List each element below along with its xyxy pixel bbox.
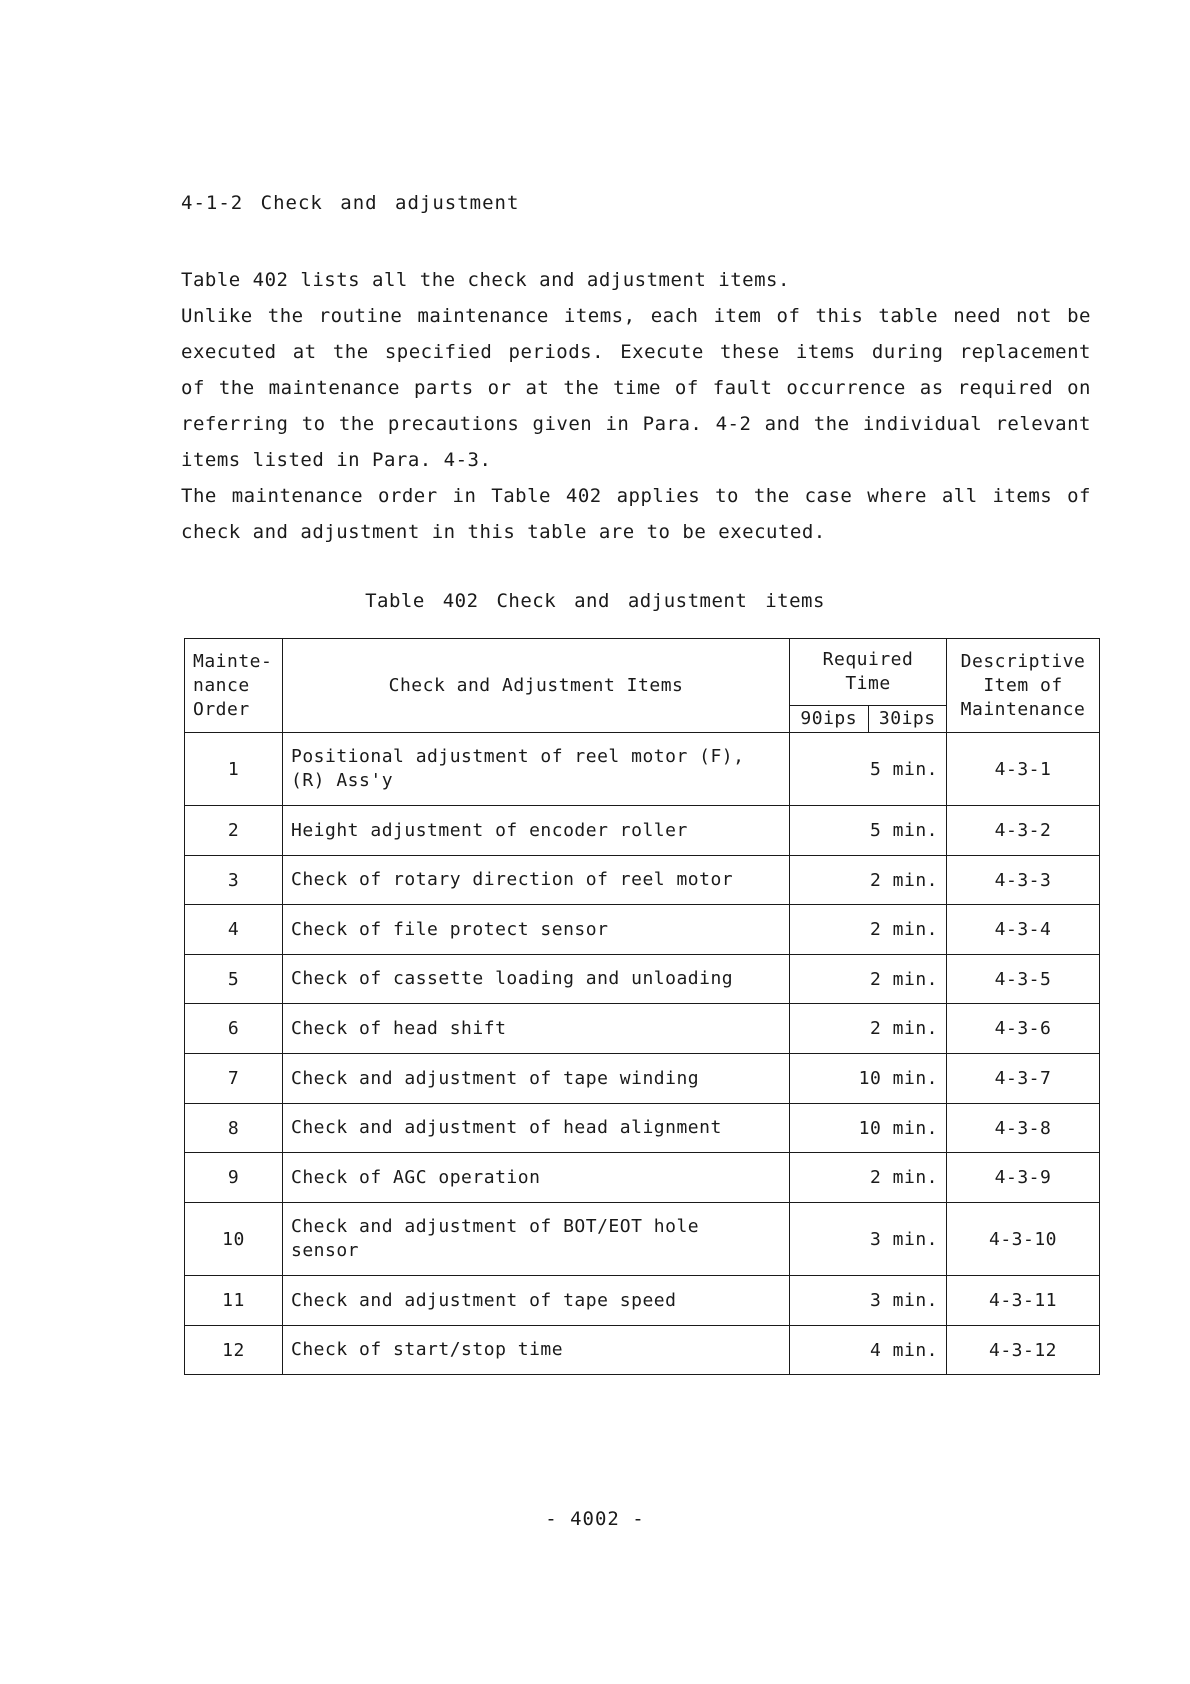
header-order-line: Mainte- [193,650,273,672]
header-desc-line: Item of [983,674,1063,696]
row-item-line: Check and adjustment of head alignment [291,1117,722,1138]
table-row [185,1326,1100,1375]
intro-line: executed at the specified periods. Execute these items during replacement [181,341,1091,363]
header-time-line: Required [822,649,914,671]
row-item [283,955,790,1004]
header-order-line: Order [193,698,250,720]
row-descriptive-item: 4-3-9 [947,1153,1100,1203]
row-item-line: Positional adjustment of reel motor (F), [291,746,745,767]
row-item-line: Check and adjustment of BOT/EOT hole [291,1216,700,1237]
row-item [283,1276,790,1326]
row-item [283,806,790,856]
row-item-line: Check of start/stop time [291,1339,564,1360]
header-desc [947,639,1100,733]
row-item-line: (R) Ass'y [291,770,394,791]
table-row [185,1054,1100,1104]
row-item [283,1104,790,1153]
row-required-time: 3 min. [790,1276,947,1326]
row-order: 10 [185,1203,283,1276]
row-order: 11 [185,1276,283,1326]
header-time-90ips: 90ips [790,706,869,733]
intro-line: of the maintenance parts or at the time of fault occurrence as required on [181,377,1091,399]
table-row [185,905,1100,955]
row-item-line: Check of AGC operation [291,1166,541,1188]
intro-line: referring to the precautions given in Para. 4-2 and the individual relevant [181,413,1091,435]
header-time-line: Time [845,673,891,695]
table-row [185,955,1100,1004]
row-required-time: 3 min. [790,1203,947,1276]
check-adjustment-table [184,638,1100,1375]
row-required-time: 2 min. [790,955,947,1004]
row-item [283,856,790,905]
intro-paragraph [181,262,1091,550]
row-order: 7 [185,1054,283,1104]
intro-line: items listed in Para. 4-3. [181,449,492,471]
row-descriptive-item: 4-3-5 [947,955,1100,1004]
row-item [283,733,790,806]
table-row [185,1276,1100,1326]
table-row [185,733,1100,806]
row-order: 2 [185,806,283,856]
row-item [283,905,790,955]
row-item [283,1004,790,1054]
row-item-line: sensor [291,1240,360,1261]
row-item-line: Check of cassette loading and unloading [291,968,734,989]
row-descriptive-item: 4-3-4 [947,905,1100,955]
intro-line: Table 402 lists all the check and adjustment items. [181,269,790,291]
header-desc-line: Descriptive [960,650,1086,672]
header-time-30ips: 30ips [868,706,947,733]
row-item [283,1203,790,1276]
row-descriptive-item: 4-3-2 [947,806,1100,856]
row-descriptive-item: 4-3-11 [947,1276,1100,1326]
table-row [185,1153,1100,1203]
row-required-time: 5 min. [790,733,947,806]
table-row [185,1104,1100,1153]
row-order: 5 [185,955,283,1004]
row-item [283,1054,790,1104]
row-order: 6 [185,1004,283,1054]
row-item-line: Check of head shift [291,1017,507,1039]
table-row [185,856,1100,905]
row-required-time: 10 min. [790,1104,947,1153]
table-body [185,733,1100,1375]
table-caption: Table 402 Check and adjustment items [365,590,825,612]
row-required-time: 10 min. [790,1054,947,1104]
row-item [283,1153,790,1203]
row-order: 9 [185,1153,283,1203]
row-order: 12 [185,1326,283,1375]
intro-line: check and adjustment in this table are to be executed. [181,521,826,543]
row-item-line: Height adjustment of encoder roller [291,819,688,841]
row-descriptive-item: 4-3-3 [947,856,1100,905]
header-item-label: Check and Adjustment Items [388,674,684,696]
intro-line: The maintenance order in Table 402 applies to the case where all items of [181,485,1091,507]
row-item-line: Check and adjustment of tape speed [291,1289,677,1311]
table-row [185,1004,1100,1054]
header-order-line: nance [193,674,250,696]
page-number: - 4002 - [545,1508,645,1530]
row-required-time: 2 min. [790,1004,947,1054]
row-order: 4 [185,905,283,955]
row-required-time: 2 min. [790,1153,947,1203]
row-item-line: Check of file protect sensor [291,918,609,940]
section-heading: 4-1-2 Check and adjustment [181,192,520,214]
row-required-time: 2 min. [790,905,947,955]
row-item [283,1326,790,1375]
header-time [790,639,947,706]
row-required-time: 4 min. [790,1326,947,1375]
row-descriptive-item: 4-3-6 [947,1004,1100,1054]
row-descriptive-item: 4-3-12 [947,1326,1100,1375]
row-item-line: Check and adjustment of tape winding [291,1067,700,1089]
row-order: 8 [185,1104,283,1153]
row-required-time: 5 min. [790,806,947,856]
header-desc-line: Maintenance [960,698,1086,720]
header-item [283,639,790,733]
row-descriptive-item: 4-3-8 [947,1104,1100,1153]
intro-line: Unlike the routine maintenance items, each item of this table need not be [181,305,1091,327]
header-order [185,639,283,733]
row-order: 1 [185,733,283,806]
table-row [185,806,1100,856]
row-descriptive-item: 4-3-7 [947,1054,1100,1104]
row-required-time: 2 min. [790,856,947,905]
row-descriptive-item: 4-3-1 [947,733,1100,806]
table-row [185,1203,1100,1276]
row-descriptive-item: 4-3-10 [947,1203,1100,1276]
row-order: 3 [185,856,283,905]
row-item-line: Check of rotary direction of reel motor [291,869,734,890]
